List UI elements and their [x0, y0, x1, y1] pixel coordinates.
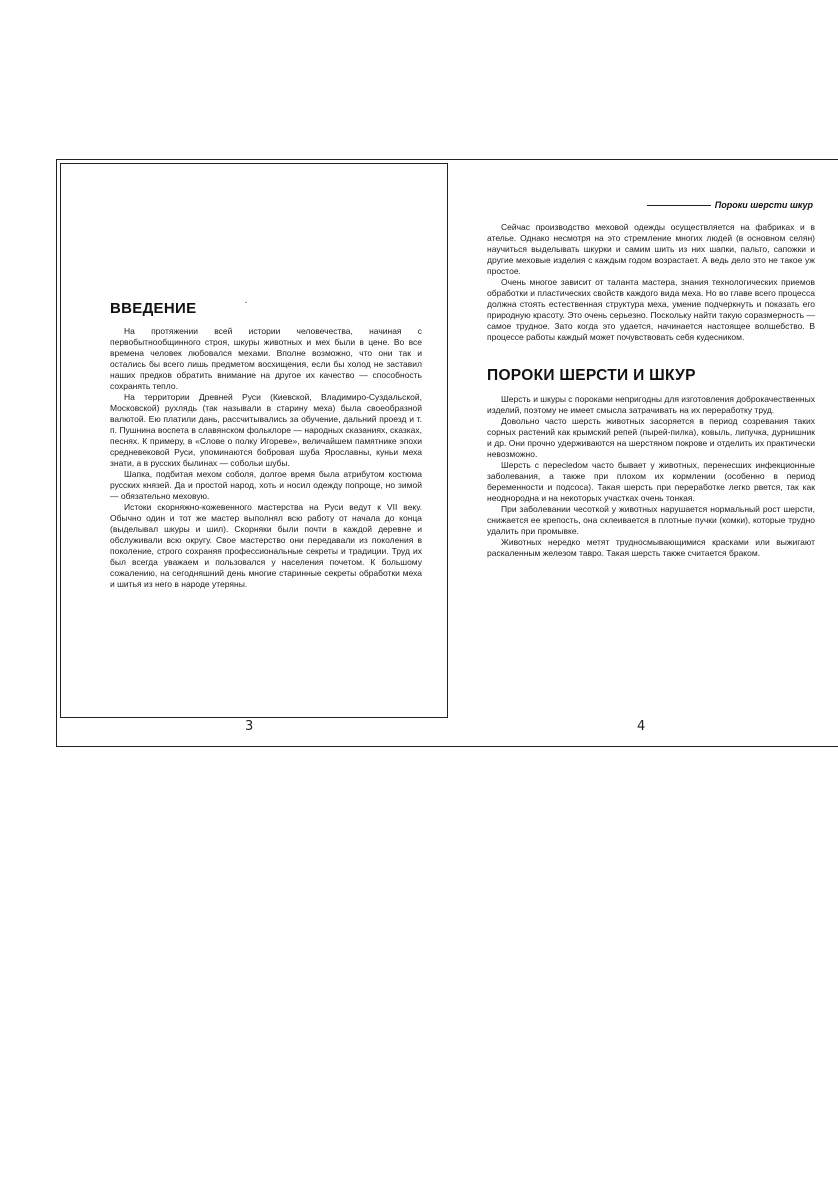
right-paragraph: Шерсть и шкуры с пороками непригодны для изготовления доброкачественных изделий, поэтому не имеет смысла затрачивать на их переработку труд.: [487, 394, 815, 415]
left-paragraph: Истоки скорняжно-кожевенного мастерства на Руси ведут к VII веку. Обычно один и тот же мастер выполнял всю работу от начала до конца (выделывал шкуры и шил). Скорняки были почти в каждой деревне и обслуживали всю округу. Свое мастерство они передавали из поколения в поколение, строго сохраняя профессиональные секреты и традиции. Труд их был всегда уважаем и пользовался у населения почетом. К большому сожалению, на сегодняшний день многие старинные секреты обработки меха и шитья из него в народе утеряны.: [110, 502, 422, 589]
right-paragraph: При заболевании чесоткой у животных нарушается нормальный рост шерсти, снижается ее крепость, она склеивается в плотные пучки (комки), которые трудно удалить при промывке.: [487, 504, 815, 536]
right-page-number: 4: [637, 719, 646, 734]
right-intro-paragraph: Сейчас производство меховой одежды осуществляется на фабриках и в ателье. Однако несмотря на это стремление многих людей (в основном селян) научиться выделывать шкурки и самим шить из них шапки, пальто, сапожки и другие меховые изделия с каждым годом возрастает. А ведь дело это не такое уж простое.: [487, 222, 815, 276]
introduction-heading: ВВЕДЕНИЕ: [110, 300, 197, 317]
defects-heading: ПОРОКИ ШЕРСТИ И ШКУР: [487, 367, 696, 384]
right-intro-paragraph: Очень многое зависит от таланта мастера, знания технологических приемов обработки и пластических свойств каждого вида меха. Но во главе всего процесса должна стоять естественная структура меха, умение подчеркнуть и показать его природную красоту. Это очень серьезно. Поскольку найти такую соразмерность — самое трудное. Зато когда это удается, начинается настоящее волшебство. В процессе работы каждый может почувствовать себя кудесником.: [487, 277, 815, 342]
running-head-title: Пороки шерсти шкур: [714, 200, 813, 210]
left-page-content: [110, 300, 422, 590]
left-page-number: 3: [245, 719, 254, 734]
right-page-content: [487, 200, 815, 559]
left-paragraph: На протяжении всей истории человечества, начиная с первобытнообщинного строя, шкуры животных и мех были в цене. Во все времена человек любовался мехами. Вполне возможно, что они так и остались бы всего лишь предметом восхищения, если бы холод не заставил наших предков обратить внимание на другое их качество — способность сохранять тепло.: [110, 326, 422, 391]
left-paragraph: На территории Древней Руси (Киевской, Владимиро-Суздальской, Московской) рухлядь (так называли в старину меха) была своеобразной валютой. Ею платили дань, рассчитывались за обучение, дальний проезд и т. п. Пушнина воспета в славянском фольклоре — народных сказаниях, сказках, песнях. К примеру, в «Слове о полку Игореве», величайшем памятнике эпохи средневековой Руси, упоминаются бобровая шуба Ярославны, куньи меха знати, а в русских былинах — собольи шубы.: [110, 392, 422, 468]
right-paragraph: Довольно часто шерсть животных засоряется в период созревания таких сорных растений как крымский репей (пырей-пилка), ковыль, липучка, дурнишник и др. Они прочно удерживаются на шерстяном покрове и отделить их практически невозможно.: [487, 416, 815, 459]
right-paragraph: Животных нередко метят трудносмывающимися красками или выжигают раскаленным железом тавро. Такая шерсть также считается браком.: [487, 537, 815, 558]
running-head-rule: [647, 205, 711, 206]
running-head: [487, 200, 815, 210]
left-paragraph: Шапка, подбитая мехом соболя, долгое время была атрибутом костюма русских князей. Да и простой народ, хоть и носил одежду попроще, но зимой — обязательно меховую.: [110, 469, 422, 501]
right-paragraph: Шерсть с пересledом часто бывает у животных, перенесших инфекционные заболевания, а также при плохом их кормлении (особенно в период беременности и подсоса). Такая шерсть при переработке легко рвется, так как неоднородна и на некоторых участках очень тонкая.: [487, 460, 815, 503]
